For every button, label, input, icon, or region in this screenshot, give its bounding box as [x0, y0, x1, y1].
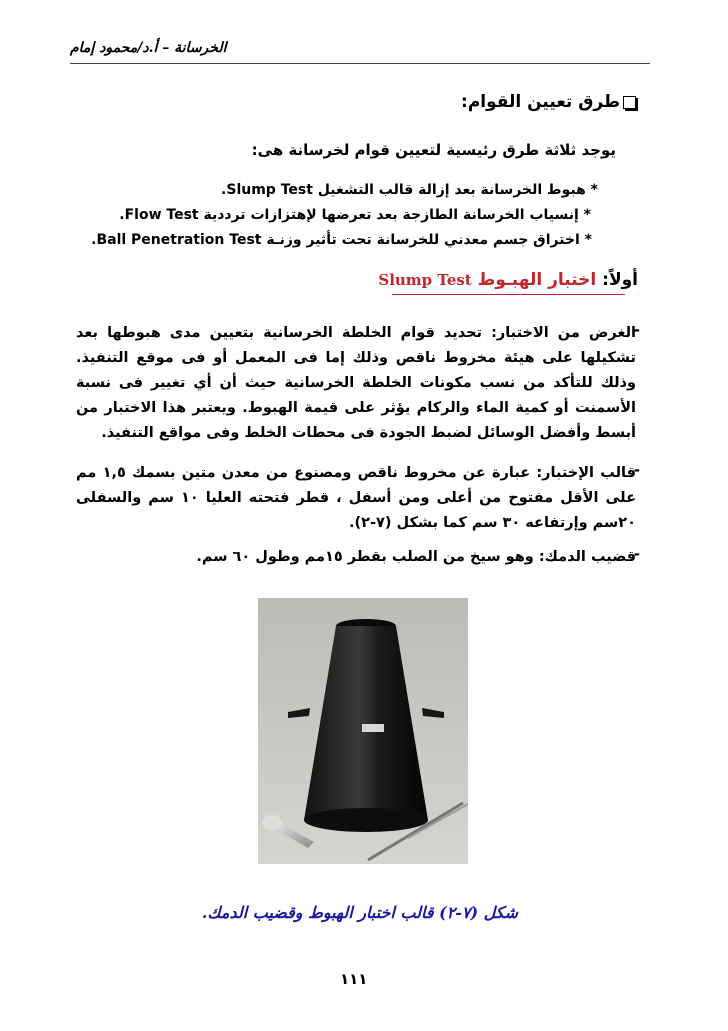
methods-heading: طرق تعيين القوام:: [461, 92, 620, 112]
method-item: * إنسياب الخرسانة الطازجة بعد تعرضها لإهتزازات ترددية Flow Test.: [119, 207, 591, 223]
list-dash: -: [633, 321, 640, 339]
slump-cone-photo: [258, 598, 468, 864]
list-dash: -: [633, 461, 640, 479]
method-item: * اختراق جسم معدني للخرسانة تحت تأثير وزنـة Ball Penetration Test.: [91, 232, 592, 248]
list-dash: -: [633, 545, 640, 563]
figure-caption: شكل (٧-٢) قالب اختبار الهبوط وقضيب الدمك.: [201, 903, 518, 922]
intro-text: يوجد ثلاثة طرق رئيسية لتعيين قوام لخرسانة هى:: [251, 141, 616, 159]
paragraph-rod: قضيب الدمك: وهو سيخ من الصلب بقطر ١٥مم وطول ٦٠ سم.: [196, 549, 636, 565]
slump-cone-illustration: [258, 598, 468, 864]
paragraph-purpose: الغرض من الاختبار: تحديد قوام الخلطة الخرسانية بتعيين مدى هبوطها بعد تشكيلها على هيئة مخروط ناقص وذلك إما فى المعمل أو فى موقع التنفيذ. وذلك للتأكد من نسب مكونات الخلطة الخرسانية حيث أن أي تغيير فى نسبة الأسمنت أو كمية الماء والركام يؤثر على قيمة الهبوط. ويعتبر هذا الاختبار من أبسط وأفضل الوسائل لضبط الجودة فى محطات الخلط وفى مواقع التنفيذ.: [76, 325, 636, 441]
page-number: ١١١: [340, 970, 368, 988]
paragraph-mold: قالب الإختبار: عبارة عن مخروط ناقص ومصنوع من معدن متين بسمك ١,٥ مم على الأقل مفتوح من أعلى ومن أسفل ، قطر فتحته العليا ١٠ سم والسفلى ٢٠سم وإرتفاعه ٣٠ سم كما بشكل (٧-٢).: [76, 465, 636, 531]
section-heading: [378, 270, 638, 290]
running-title: الخرسانة – أ.د/محمود إمام: [70, 40, 227, 56]
method-item: * هبوط الخرسانة بعد إزالة قالب التشغيل Slump Test.: [221, 182, 598, 198]
section-title-ar: اختبار الهبـوط: [477, 270, 597, 290]
section-underline: [392, 294, 625, 295]
section-ordinal: أولاً:: [602, 270, 638, 290]
checkbox-bullet-icon: [623, 96, 636, 109]
section-title-en: Slump Test: [378, 271, 472, 289]
header-rule: [70, 63, 650, 64]
